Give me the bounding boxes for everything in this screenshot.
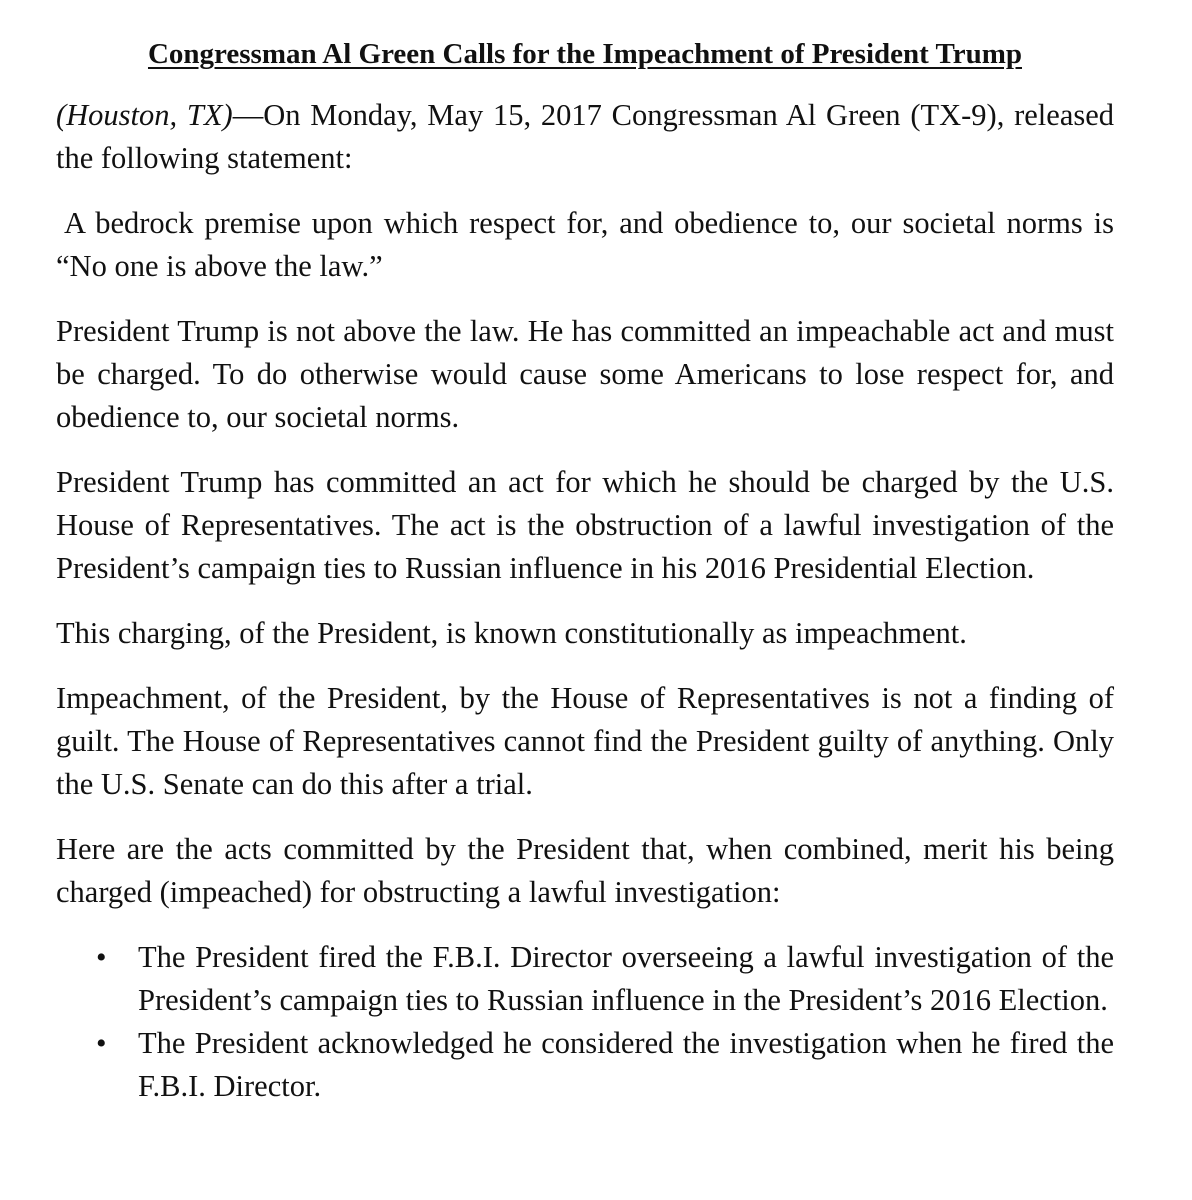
paragraph-acts-intro: Here are the acts committed by the President that, when combined, merit his being charged (impeached) for obstructing a lawful investigation: bbox=[56, 832, 1114, 909]
paragraph-impeachment-definition: This charging, of the President, is known constitutionally as impeachment. bbox=[56, 616, 967, 650]
bullet-icon: • bbox=[96, 941, 107, 974]
bullet-icon: • bbox=[96, 1027, 107, 1060]
press-release-page bbox=[56, 34, 1114, 1108]
paragraph-obstruction: President Trump has committed an act for which he should be charged by the U.S. House of Representatives. The act is the obstruction of a lawful investigation of the President’s campaign ties to Russian influence in his 2016 Presidential Election. bbox=[56, 465, 1114, 585]
paragraph-premise: A bedrock premise upon which respect for, and obedience to, our societal norms is “No one is above the law.” bbox=[56, 206, 1114, 283]
lead-text: —On Monday, May 15, 2017 Congressman Al Green (TX-9), released the following statement: bbox=[56, 98, 1115, 175]
list-item-text: The President fired the F.B.I. Director overseeing a lawful investigation of the President’s campaign ties to Russian influence in the President’s 2016 Election. bbox=[138, 940, 1114, 1017]
list-item bbox=[56, 936, 1114, 1022]
paragraph-not-above-law: President Trump is not above the law. He has committed an impeachable act and must be charged. To do otherwise would cause some Americans to lose respect for, and obedience to, our societal norms. bbox=[56, 314, 1114, 434]
acts-list bbox=[56, 936, 1114, 1108]
list-item bbox=[56, 1022, 1114, 1108]
dateline: (Houston, TX) bbox=[56, 98, 233, 132]
paragraph-not-finding-of-guilt: Impeachment, of the President, by the House of Representatives is not a finding of guilt. The House of Representatives cannot find the President guilty of anything. Only the U.S. Senate can do this after a trial. bbox=[56, 681, 1114, 801]
lead-paragraph bbox=[56, 94, 1114, 180]
document-title: Congressman Al Green Calls for the Impeachment of President Trump bbox=[147, 38, 1022, 70]
list-item-text: The President acknowledged he considered the investigation when he fired the F.B.I. Director. bbox=[138, 1026, 1114, 1103]
